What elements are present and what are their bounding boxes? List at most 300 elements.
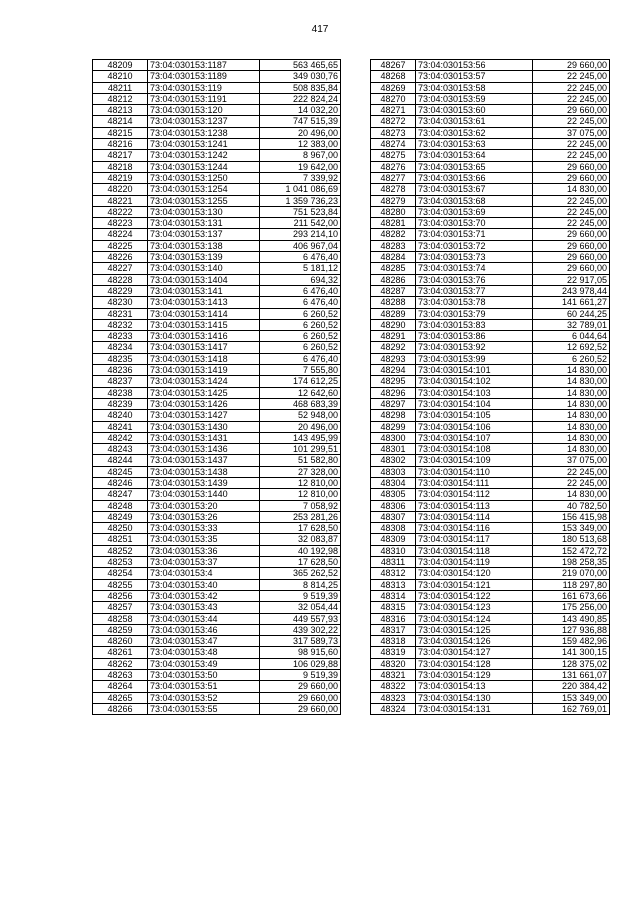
value-cell: 128 375,02 <box>533 658 610 669</box>
value-cell: 22 917,05 <box>533 274 610 285</box>
cadastral-number-cell: 73:04:030154:13 <box>416 681 533 692</box>
row-number-cell: 48230 <box>93 297 148 308</box>
value-cell: 508 835,84 <box>260 82 341 93</box>
row-number-cell: 48210 <box>93 71 148 82</box>
cadastral-number-cell: 73:04:030153:56 <box>416 60 533 71</box>
table-row <box>93 184 341 195</box>
table-row <box>371 692 610 703</box>
cadastral-number-cell: 73:04:030153:35 <box>148 534 260 545</box>
cadastral-number-cell: 73:04:030153:65 <box>416 161 533 172</box>
cadastral-number-cell: 73:04:030153:1413 <box>148 297 260 308</box>
cadastral-number-cell: 73:04:030153:1187 <box>148 60 260 71</box>
table-row <box>371 387 610 398</box>
register-table-right-body <box>371 60 610 715</box>
cadastral-number-cell: 73:04:030153:1425 <box>148 387 260 398</box>
table-row <box>371 432 610 443</box>
row-number-cell: 48296 <box>371 387 416 398</box>
row-number-cell: 48236 <box>93 365 148 376</box>
row-number-cell: 48288 <box>371 297 416 308</box>
row-number-cell: 48231 <box>93 308 148 319</box>
cadastral-number-cell: 73:04:030154:122 <box>416 590 533 601</box>
row-number-cell: 48250 <box>93 523 148 534</box>
value-cell: 22 245,00 <box>533 93 610 104</box>
row-number-cell: 48225 <box>93 240 148 251</box>
value-cell: 222 824,24 <box>260 93 341 104</box>
value-cell: 29 660,00 <box>260 703 341 714</box>
value-cell: 7 555,80 <box>260 365 341 376</box>
table-row <box>371 670 610 681</box>
cadastral-number-cell: 73:04:030153:57 <box>416 71 533 82</box>
value-cell: 29 660,00 <box>260 681 341 692</box>
value-cell: 141 661,27 <box>533 297 610 308</box>
row-number-cell: 48279 <box>371 195 416 206</box>
value-cell: 6 476,40 <box>260 252 341 263</box>
cadastral-number-cell: 73:04:030153:130 <box>148 206 260 217</box>
cadastral-number-cell: 73:04:030153:120 <box>148 105 260 116</box>
cadastral-number-cell: 73:04:030153:1419 <box>148 365 260 376</box>
value-cell: 22 245,00 <box>533 150 610 161</box>
row-number-cell: 48286 <box>371 274 416 285</box>
row-number-cell: 48221 <box>93 195 148 206</box>
row-number-cell: 48281 <box>371 218 416 229</box>
row-number-cell: 48228 <box>93 274 148 285</box>
value-cell: 14 830,00 <box>533 184 610 195</box>
table-row <box>93 252 341 263</box>
value-cell: 6 260,52 <box>260 319 341 330</box>
cadastral-number-cell: 73:04:030153:1189 <box>148 71 260 82</box>
row-number-cell: 48248 <box>93 500 148 511</box>
table-row <box>371 229 610 240</box>
table-row <box>93 624 341 635</box>
cadastral-number-cell: 73:04:030154:120 <box>416 568 533 579</box>
value-cell: 219 070,00 <box>533 568 610 579</box>
table-row <box>93 455 341 466</box>
row-number-cell: 48278 <box>371 184 416 195</box>
value-cell: 159 482,96 <box>533 636 610 647</box>
register-table-left <box>92 59 341 715</box>
value-cell: 29 660,00 <box>533 229 610 240</box>
table-row <box>93 590 341 601</box>
cadastral-number-cell: 73:04:030154:114 <box>416 511 533 522</box>
cadastral-number-cell: 73:04:030154:108 <box>416 444 533 455</box>
table-row <box>371 545 610 556</box>
row-number-cell: 48276 <box>371 161 416 172</box>
row-number-cell: 48247 <box>93 489 148 500</box>
value-cell: 29 660,00 <box>533 240 610 251</box>
value-cell: 198 258,35 <box>533 557 610 568</box>
value-cell: 101 299,51 <box>260 444 341 455</box>
cadastral-number-cell: 73:04:030153:48 <box>148 647 260 658</box>
value-cell: 51 582,80 <box>260 455 341 466</box>
register-table-right <box>370 59 610 715</box>
row-number-cell: 48305 <box>371 489 416 500</box>
row-number-cell: 48232 <box>93 319 148 330</box>
value-cell: 29 660,00 <box>533 252 610 263</box>
table-row <box>93 274 341 285</box>
cadastral-number-cell: 73:04:030153:37 <box>148 557 260 568</box>
value-cell: 29 660,00 <box>260 692 341 703</box>
value-cell: 14 032,20 <box>260 105 341 116</box>
row-number-cell: 48311 <box>371 557 416 568</box>
table-row <box>371 636 610 647</box>
value-cell: 22 245,00 <box>533 71 610 82</box>
value-cell: 174 612,25 <box>260 376 341 387</box>
table-row <box>371 93 610 104</box>
table-row <box>93 161 341 172</box>
value-cell: 12 810,00 <box>260 489 341 500</box>
table-row <box>93 670 341 681</box>
row-number-cell: 48213 <box>93 105 148 116</box>
value-cell: 29 660,00 <box>533 172 610 183</box>
table-row <box>371 602 610 613</box>
value-cell: 40 192,98 <box>260 545 341 556</box>
row-number-cell: 48300 <box>371 432 416 443</box>
row-number-cell: 48258 <box>93 613 148 624</box>
cadastral-number-cell: 73:04:030153:1254 <box>148 184 260 195</box>
cadastral-number-cell: 73:04:030153:1191 <box>148 93 260 104</box>
cadastral-number-cell: 73:04:030153:140 <box>148 263 260 274</box>
row-number-cell: 48309 <box>371 534 416 545</box>
row-number-cell: 48304 <box>371 477 416 488</box>
cadastral-number-cell: 73:04:030153:1438 <box>148 466 260 477</box>
value-cell: 5 181,12 <box>260 263 341 274</box>
table-row <box>371 568 610 579</box>
row-number-cell: 48301 <box>371 444 416 455</box>
cadastral-number-cell: 73:04:030153:76 <box>416 274 533 285</box>
table-row <box>371 319 610 330</box>
table-row <box>371 647 610 658</box>
table-row <box>93 342 341 353</box>
value-cell: 17 628,50 <box>260 523 341 534</box>
cadastral-number-cell: 73:04:030153:78 <box>416 297 533 308</box>
row-number-cell: 48292 <box>371 342 416 353</box>
cadastral-number-cell: 73:04:030154:112 <box>416 489 533 500</box>
table-row <box>371 240 610 251</box>
value-cell: 29 660,00 <box>533 105 610 116</box>
table-row <box>371 206 610 217</box>
cadastral-number-cell: 73:04:030154:128 <box>416 658 533 669</box>
table-row <box>371 150 610 161</box>
table-row <box>93 557 341 568</box>
table-row <box>93 636 341 647</box>
table-row <box>371 195 610 206</box>
row-number-cell: 48259 <box>93 624 148 635</box>
row-number-cell: 48315 <box>371 602 416 613</box>
table-row <box>371 658 610 669</box>
table-row <box>371 263 610 274</box>
table-row <box>93 82 341 93</box>
table-row <box>371 444 610 455</box>
value-cell: 6 260,52 <box>260 308 341 319</box>
row-number-cell: 48274 <box>371 139 416 150</box>
table-row <box>93 511 341 522</box>
cadastral-number-cell: 73:04:030154:119 <box>416 557 533 568</box>
value-cell: 349 030,76 <box>260 71 341 82</box>
cadastral-number-cell: 73:04:030153:83 <box>416 319 533 330</box>
value-cell: 20 496,00 <box>260 127 341 138</box>
cadastral-number-cell: 73:04:030153:141 <box>148 285 260 296</box>
cadastral-number-cell: 73:04:030153:79 <box>416 308 533 319</box>
table-row <box>371 172 610 183</box>
row-number-cell: 48254 <box>93 568 148 579</box>
value-cell: 22 245,00 <box>533 139 610 150</box>
row-number-cell: 48317 <box>371 624 416 635</box>
row-number-cell: 48262 <box>93 658 148 669</box>
cadastral-number-cell: 73:04:030154:126 <box>416 636 533 647</box>
cadastral-number-cell: 73:04:030153:40 <box>148 579 260 590</box>
table-row <box>93 376 341 387</box>
row-number-cell: 48323 <box>371 692 416 703</box>
table-row <box>371 477 610 488</box>
cadastral-number-cell: 73:04:030154:129 <box>416 670 533 681</box>
value-cell: 563 465,65 <box>260 60 341 71</box>
value-cell: 153 349,00 <box>533 692 610 703</box>
cadastral-number-cell: 73:04:030153:139 <box>148 252 260 263</box>
value-cell: 98 915,60 <box>260 647 341 658</box>
value-cell: 40 782,50 <box>533 500 610 511</box>
cadastral-number-cell: 73:04:030154:127 <box>416 647 533 658</box>
cadastral-number-cell: 73:04:030154:109 <box>416 455 533 466</box>
row-number-cell: 48302 <box>371 455 416 466</box>
cadastral-number-cell: 73:04:030153:1418 <box>148 353 260 364</box>
row-number-cell: 48267 <box>371 60 416 71</box>
table-row <box>371 523 610 534</box>
row-number-cell: 48282 <box>371 229 416 240</box>
row-number-cell: 48246 <box>93 477 148 488</box>
table-row <box>93 285 341 296</box>
row-number-cell: 48233 <box>93 331 148 342</box>
cadastral-number-cell: 73:04:030154:106 <box>416 421 533 432</box>
cadastral-number-cell: 73:04:030153:86 <box>416 331 533 342</box>
cadastral-number-cell: 73:04:030153:36 <box>148 545 260 556</box>
cadastral-number-cell: 73:04:030153:1439 <box>148 477 260 488</box>
value-cell: 37 075,00 <box>533 127 610 138</box>
cadastral-number-cell: 73:04:030153:4 <box>148 568 260 579</box>
cadastral-number-cell: 73:04:030153:50 <box>148 670 260 681</box>
row-number-cell: 48224 <box>93 229 148 240</box>
table-row <box>371 60 610 71</box>
row-number-cell: 48240 <box>93 410 148 421</box>
table-row <box>371 511 610 522</box>
row-number-cell: 48293 <box>371 353 416 364</box>
cadastral-number-cell: 73:04:030153:1244 <box>148 161 260 172</box>
value-cell: 180 513,68 <box>533 534 610 545</box>
value-cell: 22 245,00 <box>533 116 610 127</box>
cadastral-number-cell: 73:04:030154:118 <box>416 545 533 556</box>
value-cell: 27 328,00 <box>260 466 341 477</box>
row-number-cell: 48290 <box>371 319 416 330</box>
cadastral-number-cell: 73:04:030153:59 <box>416 93 533 104</box>
row-number-cell: 48241 <box>93 421 148 432</box>
value-cell: 7 058,92 <box>260 500 341 511</box>
row-number-cell: 48263 <box>93 670 148 681</box>
row-number-cell: 48306 <box>371 500 416 511</box>
value-cell: 29 660,00 <box>533 161 610 172</box>
table-row <box>93 319 341 330</box>
row-number-cell: 48298 <box>371 410 416 421</box>
row-number-cell: 48312 <box>371 568 416 579</box>
cadastral-number-cell: 73:04:030153:1238 <box>148 127 260 138</box>
value-cell: 6 476,40 <box>260 285 341 296</box>
cadastral-number-cell: 73:04:030153:138 <box>148 240 260 251</box>
row-number-cell: 48321 <box>371 670 416 681</box>
value-cell: 14 830,00 <box>533 398 610 409</box>
row-number-cell: 48314 <box>371 590 416 601</box>
table-row <box>93 150 341 161</box>
value-cell: 1 359 736,23 <box>260 195 341 206</box>
row-number-cell: 48277 <box>371 172 416 183</box>
table-row <box>371 161 610 172</box>
row-number-cell: 48297 <box>371 398 416 409</box>
cadastral-number-cell: 73:04:030153:71 <box>416 229 533 240</box>
value-cell: 253 281,26 <box>260 511 341 522</box>
table-row <box>371 455 610 466</box>
cadastral-number-cell: 73:04:030154:123 <box>416 602 533 613</box>
cadastral-number-cell: 73:04:030153:99 <box>416 353 533 364</box>
value-cell: 751 523,84 <box>260 206 341 217</box>
row-number-cell: 48256 <box>93 590 148 601</box>
value-cell: 141 300,15 <box>533 647 610 658</box>
cadastral-number-cell: 73:04:030154:121 <box>416 579 533 590</box>
row-number-cell: 48242 <box>93 432 148 443</box>
value-cell: 12 692,52 <box>533 342 610 353</box>
value-cell: 694,32 <box>260 274 341 285</box>
row-number-cell: 48316 <box>371 613 416 624</box>
row-number-cell: 48227 <box>93 263 148 274</box>
value-cell: 9 519,39 <box>260 670 341 681</box>
row-number-cell: 48270 <box>371 93 416 104</box>
value-cell: 6 044,64 <box>533 331 610 342</box>
value-cell: 14 830,00 <box>533 421 610 432</box>
table-row <box>371 218 610 229</box>
table-row <box>93 703 341 714</box>
cadastral-number-cell: 73:04:030153:49 <box>148 658 260 669</box>
row-number-cell: 48216 <box>93 139 148 150</box>
value-cell: 161 673,66 <box>533 590 610 601</box>
value-cell: 32 789,01 <box>533 319 610 330</box>
table-row <box>93 602 341 613</box>
cadastral-number-cell: 73:04:030153:1430 <box>148 421 260 432</box>
value-cell: 14 830,00 <box>533 444 610 455</box>
value-cell: 14 830,00 <box>533 410 610 421</box>
value-cell: 6 260,52 <box>260 342 341 353</box>
table-row <box>93 116 341 127</box>
value-cell: 22 245,00 <box>533 477 610 488</box>
cadastral-number-cell: 73:04:030153:1427 <box>148 410 260 421</box>
row-number-cell: 48283 <box>371 240 416 251</box>
table-row <box>93 432 341 443</box>
row-number-cell: 48209 <box>93 60 148 71</box>
row-number-cell: 48269 <box>371 82 416 93</box>
row-number-cell: 48257 <box>93 602 148 613</box>
row-number-cell: 48319 <box>371 647 416 658</box>
table-row <box>371 613 610 624</box>
register-table-left-body <box>93 60 341 715</box>
value-cell: 8 814,25 <box>260 579 341 590</box>
table-row <box>371 252 610 263</box>
cadastral-number-cell: 73:04:030153:119 <box>148 82 260 93</box>
cadastral-number-cell: 73:04:030153:1255 <box>148 195 260 206</box>
cadastral-number-cell: 73:04:030153:69 <box>416 206 533 217</box>
table-row <box>93 466 341 477</box>
value-cell: 14 830,00 <box>533 387 610 398</box>
value-cell: 52 948,00 <box>260 410 341 421</box>
cadastral-number-cell: 73:04:030154:103 <box>416 387 533 398</box>
row-number-cell: 48222 <box>93 206 148 217</box>
value-cell: 22 245,00 <box>533 82 610 93</box>
table-row <box>371 624 610 635</box>
cadastral-number-cell: 73:04:030153:72 <box>416 240 533 251</box>
cadastral-number-cell: 73:04:030154:107 <box>416 432 533 443</box>
row-number-cell: 48324 <box>371 703 416 714</box>
value-cell: 406 967,04 <box>260 240 341 251</box>
value-cell: 14 830,00 <box>533 489 610 500</box>
value-cell: 153 349,00 <box>533 523 610 534</box>
table-row <box>371 703 610 714</box>
table-row <box>93 353 341 364</box>
value-cell: 317 589,73 <box>260 636 341 647</box>
row-number-cell: 48307 <box>371 511 416 522</box>
table-row <box>371 139 610 150</box>
table-row <box>371 82 610 93</box>
value-cell: 6 260,52 <box>260 331 341 342</box>
row-number-cell: 48313 <box>371 579 416 590</box>
cadastral-number-cell: 73:04:030153:1414 <box>148 308 260 319</box>
table-row <box>93 692 341 703</box>
value-cell: 220 384,42 <box>533 681 610 692</box>
value-cell: 9 519,39 <box>260 590 341 601</box>
cadastral-number-cell: 73:04:030153:46 <box>148 624 260 635</box>
table-row <box>371 297 610 308</box>
row-number-cell: 48249 <box>93 511 148 522</box>
row-number-cell: 48318 <box>371 636 416 647</box>
row-number-cell: 48260 <box>93 636 148 647</box>
cadastral-number-cell: 73:04:030153:92 <box>416 342 533 353</box>
cadastral-number-cell: 73:04:030153:1424 <box>148 376 260 387</box>
value-cell: 14 830,00 <box>533 376 610 387</box>
value-cell: 20 496,00 <box>260 421 341 432</box>
table-row <box>93 647 341 658</box>
value-cell: 365 262,52 <box>260 568 341 579</box>
page-number: 417 <box>311 24 329 35</box>
cadastral-number-cell: 73:04:030154:124 <box>416 613 533 624</box>
table-row <box>371 500 610 511</box>
table-row <box>93 444 341 455</box>
table-row <box>93 658 341 669</box>
cadastral-number-cell: 73:04:030153:1431 <box>148 432 260 443</box>
cadastral-number-cell: 73:04:030153:47 <box>148 636 260 647</box>
table-row <box>371 331 610 342</box>
row-number-cell: 48235 <box>93 353 148 364</box>
value-cell: 106 029,88 <box>260 658 341 669</box>
cadastral-number-cell: 73:04:030153:51 <box>148 681 260 692</box>
row-number-cell: 48289 <box>371 308 416 319</box>
value-cell: 22 245,00 <box>533 466 610 477</box>
cadastral-number-cell: 73:04:030153:68 <box>416 195 533 206</box>
table-row <box>371 489 610 500</box>
value-cell: 14 830,00 <box>533 432 610 443</box>
cadastral-number-cell: 73:04:030153:55 <box>148 703 260 714</box>
row-number-cell: 48285 <box>371 263 416 274</box>
value-cell: 17 628,50 <box>260 557 341 568</box>
row-number-cell: 48275 <box>371 150 416 161</box>
cadastral-number-cell: 73:04:030153:64 <box>416 150 533 161</box>
table-row <box>93 93 341 104</box>
row-number-cell: 48219 <box>93 172 148 183</box>
cadastral-number-cell: 73:04:030153:77 <box>416 285 533 296</box>
table-row <box>371 71 610 82</box>
cadastral-number-cell: 73:04:030153:52 <box>148 692 260 703</box>
